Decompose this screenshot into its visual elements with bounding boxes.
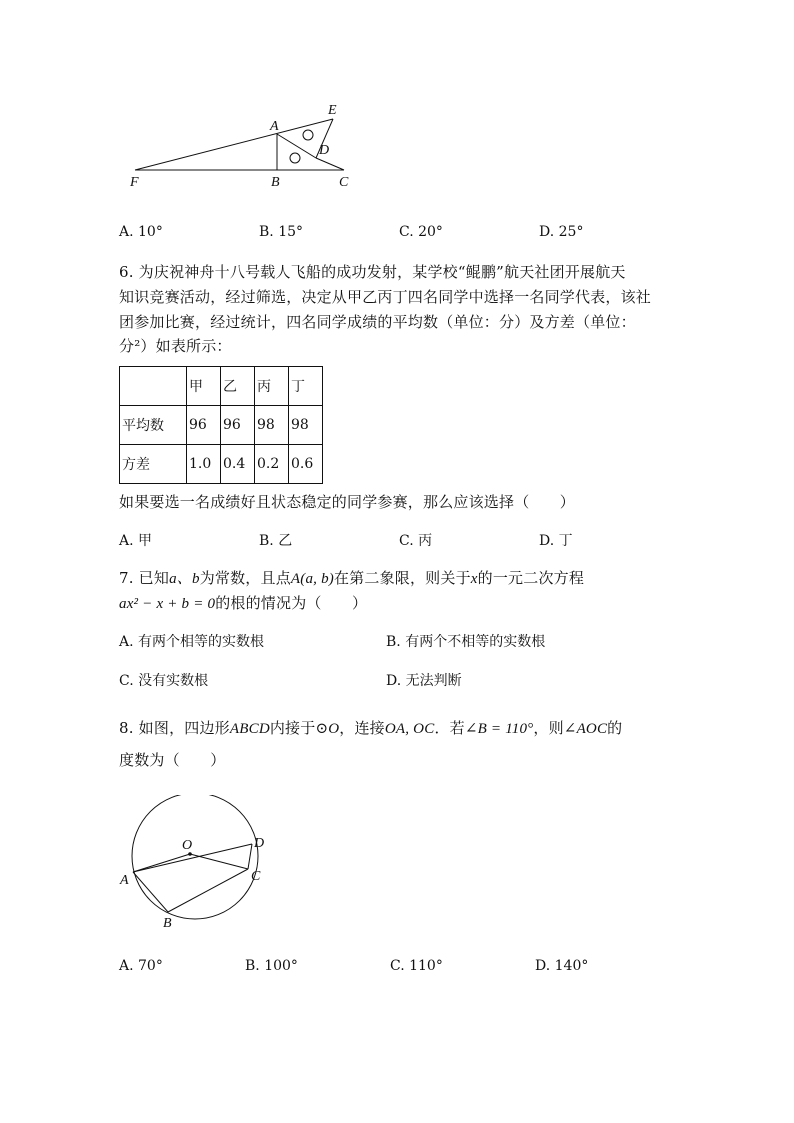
label-f: F (130, 175, 139, 190)
segment-dc (316, 158, 344, 170)
q8-math-segs: OA, OC (384, 721, 435, 737)
q8-math-angle: ∠B = 110° (464, 721, 534, 737)
label-e: E (328, 103, 337, 118)
segment-fe (135, 119, 333, 170)
q8-math-quad: ABCD (229, 721, 270, 737)
q7-option-b[interactable]: B. 有两个不相等的实数根 (386, 634, 546, 650)
table-cell: 0.2 (255, 445, 289, 484)
q7-stem-line-1 (119, 567, 584, 588)
q6-stem-line-3: 团参加比赛，经过统计，四名同学成绩的平均数（单位：分）及方差（单位： (119, 313, 636, 331)
q6-question: 如果要选一名成绩好且状态稳定的同学参赛，那么应该选择（ ） (119, 493, 576, 511)
table-row (120, 406, 323, 445)
label-b: B (163, 916, 172, 931)
q7-equation: ax² − x + b = 0 (119, 596, 216, 612)
q6-score-table (119, 366, 323, 484)
q6-stem-line-2: 知识竞赛活动，经过筛选，决定从甲乙丙丁四名同学中选择一名同学代表，该社 (119, 288, 652, 306)
q8-text: 的 (607, 719, 623, 737)
q5-option-c[interactable]: C. 20° (399, 224, 443, 240)
q6-stem-line-1: 6. 为庆祝神舟十八号载人飞船的成功发射，某学校“鲲鹏”航天社团开展航天 (119, 263, 626, 281)
q7-text: 的根的情况为（ ） (215, 594, 368, 612)
table-cell: 96 (187, 406, 221, 445)
q8-text: ，则 (533, 719, 564, 737)
q8-text: 8. 如图，四边形 (119, 719, 230, 737)
q5-option-d[interactable]: D. 25° (539, 224, 584, 240)
table-row-label: 平均数 (120, 406, 187, 445)
table-row-label: 方差 (120, 445, 187, 484)
table-cell (120, 367, 187, 406)
segment-oc (190, 854, 248, 869)
label-d: D (319, 143, 330, 158)
table-header-bing: 丙 (255, 367, 289, 406)
q8-text: 内接于 (269, 719, 316, 737)
table-cell: 0.4 (221, 445, 255, 484)
table-cell: 0.6 (289, 445, 323, 484)
q8-option-d[interactable]: D. 140° (535, 958, 589, 974)
q5-triangle-figure (120, 98, 360, 193)
q5-option-b[interactable]: B. 15° (259, 224, 304, 240)
label-a: A (270, 119, 279, 134)
q8-math-target: ∠AOC (563, 721, 608, 737)
q8-text: ，连接 (339, 719, 385, 737)
q5-option-a[interactable]: A. 10° (119, 224, 163, 240)
q6-option-b[interactable]: B. 乙 (259, 533, 293, 549)
q6-option-c[interactable]: C. 丙 (399, 533, 433, 549)
table-header-ding: 丁 (289, 367, 323, 406)
q7-option-a[interactable]: A. 有两个相等的实数根 (119, 634, 265, 650)
q7-option-c[interactable]: C. 没有实数根 (119, 673, 209, 689)
q8-option-c[interactable]: C. 110° (390, 958, 443, 974)
label-c: C (339, 175, 349, 190)
label-c: C (251, 869, 261, 884)
q7-stem-line-2 (119, 592, 367, 613)
segment-ad (277, 134, 316, 158)
label-d: D (254, 836, 265, 851)
table-header-jia: 甲 (187, 367, 221, 406)
label-a: A (120, 873, 129, 888)
segment-oa (133, 854, 190, 872)
q8-option-b[interactable]: B. 100° (245, 958, 298, 974)
angle-mark-1 (303, 130, 313, 140)
angle-mark-2 (290, 153, 300, 163)
q6-option-d[interactable]: D. 丁 (539, 533, 573, 549)
q7-text: 在第二象限，则关于 (333, 569, 471, 587)
label-o: O (182, 838, 193, 853)
table-cell: 98 (255, 406, 289, 445)
segment-cd (248, 844, 252, 869)
q7-math-point: A(a, b) (290, 571, 334, 587)
q7-option-d[interactable]: D. 无法判断 (386, 673, 462, 689)
segment-ad (133, 844, 252, 872)
segment-bc (168, 869, 248, 912)
table-row (120, 445, 323, 484)
label-b: B (271, 175, 280, 190)
q7-text: 为常数，且点 (199, 569, 291, 587)
q7-math-ab: a、b (169, 571, 200, 587)
q8-option-a[interactable]: A. 70° (119, 958, 163, 974)
q7-text: 7. 已知 (119, 569, 170, 587)
q7-text: 的一元二次方程 (477, 569, 585, 587)
q8-math-circle: ⊙O (315, 721, 340, 737)
table-header-row (120, 367, 323, 406)
q8-circle-figure (112, 795, 287, 935)
table-cell: 1.0 (187, 445, 221, 484)
table-header-yi: 乙 (221, 367, 255, 406)
segment-ab (133, 872, 168, 912)
q8-stem-line-1 (119, 717, 622, 738)
q6-option-a[interactable]: A. 甲 (119, 533, 153, 549)
q8-text: ．若 (434, 719, 465, 737)
q6-stem-line-4: 分²）如表所示： (119, 337, 232, 355)
q8-stem-line-2: 度数为（ ） (119, 751, 226, 769)
q7-math-x: x (470, 571, 478, 587)
table-cell: 98 (289, 406, 323, 445)
table-cell: 96 (221, 406, 255, 445)
